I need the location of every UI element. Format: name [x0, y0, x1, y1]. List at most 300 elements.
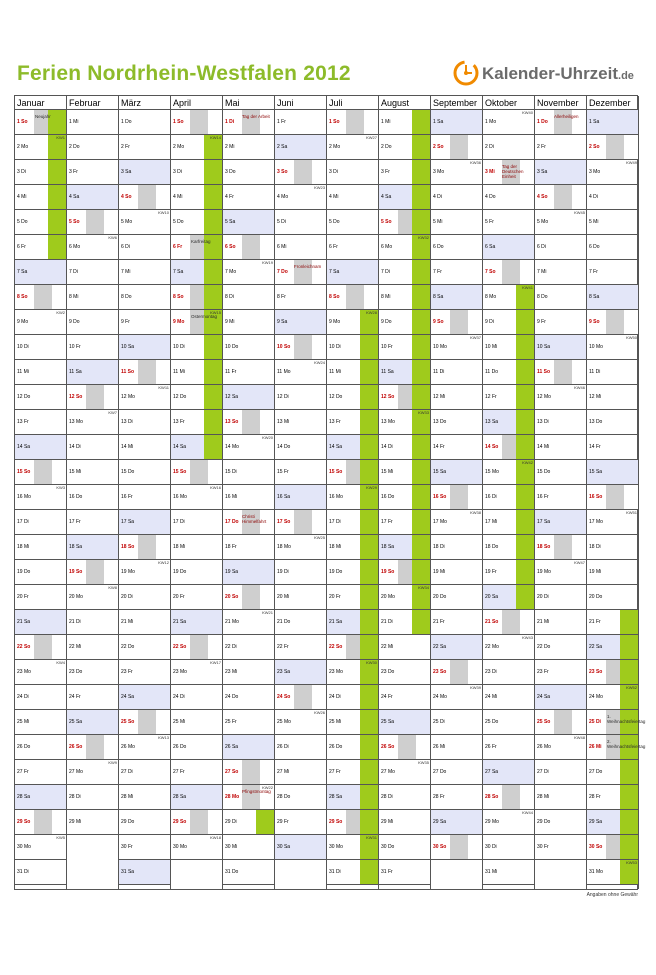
day-cell[interactable] — [587, 810, 638, 835]
day-cell[interactable] — [483, 685, 534, 710]
day-cell[interactable] — [327, 135, 378, 160]
day-cell[interactable] — [587, 610, 638, 635]
day-cell[interactable] — [15, 735, 66, 760]
day-cell[interactable] — [119, 610, 170, 635]
day-cell[interactable] — [223, 335, 274, 360]
day-cell[interactable] — [275, 210, 326, 235]
day-cell[interactable] — [171, 160, 222, 185]
day-cell[interactable] — [275, 235, 326, 260]
day-cell[interactable] — [379, 385, 430, 410]
site-logo[interactable] — [452, 56, 642, 90]
day-cell[interactable] — [67, 135, 118, 160]
day-cell[interactable] — [431, 585, 482, 610]
day-cell[interactable] — [431, 285, 482, 310]
day-cell[interactable] — [67, 535, 118, 560]
day-cell[interactable] — [171, 710, 222, 735]
day-cell[interactable] — [483, 160, 534, 185]
day-cell[interactable] — [67, 685, 118, 710]
day-cell[interactable] — [587, 485, 638, 510]
day-cell[interactable] — [275, 410, 326, 435]
day-cell[interactable] — [171, 335, 222, 360]
day-cell[interactable] — [119, 560, 170, 585]
day-cell[interactable] — [223, 685, 274, 710]
day-cell[interactable] — [379, 735, 430, 760]
day-cell[interactable] — [379, 460, 430, 485]
day-cell[interactable] — [431, 835, 482, 860]
day-cell[interactable] — [67, 385, 118, 410]
day-cell[interactable] — [119, 285, 170, 310]
day-cell[interactable] — [535, 835, 586, 860]
day-cell[interactable] — [67, 285, 118, 310]
day-cell[interactable] — [327, 235, 378, 260]
day-cell[interactable] — [483, 835, 534, 860]
day-cell[interactable] — [327, 735, 378, 760]
day-cell[interactable] — [431, 235, 482, 260]
day-cell[interactable] — [223, 110, 274, 135]
day-cell[interactable] — [275, 835, 326, 860]
day-cell[interactable] — [535, 660, 586, 685]
day-cell[interactable] — [171, 835, 222, 860]
day-cell[interactable] — [587, 310, 638, 335]
day-cell[interactable] — [587, 160, 638, 185]
day-cell[interactable] — [119, 185, 170, 210]
day-cell[interactable] — [223, 310, 274, 335]
day-cell[interactable] — [535, 510, 586, 535]
day-cell[interactable] — [327, 710, 378, 735]
day-cell[interactable] — [483, 860, 534, 885]
day-cell[interactable] — [327, 810, 378, 835]
day-cell[interactable] — [171, 260, 222, 285]
day-cell[interactable] — [379, 410, 430, 435]
day-cell[interactable] — [171, 610, 222, 635]
day-cell[interactable] — [171, 385, 222, 410]
day-cell[interactable] — [483, 585, 534, 610]
day-cell[interactable] — [535, 260, 586, 285]
day-cell[interactable] — [483, 360, 534, 385]
day-cell[interactable] — [327, 360, 378, 385]
day-cell[interactable] — [223, 785, 274, 810]
day-cell[interactable] — [379, 335, 430, 360]
day-cell[interactable] — [587, 860, 638, 885]
day-cell[interactable] — [223, 210, 274, 235]
day-cell[interactable] — [483, 710, 534, 735]
day-cell[interactable] — [379, 660, 430, 685]
day-cell[interactable] — [67, 185, 118, 210]
day-cell[interactable] — [483, 385, 534, 410]
day-cell[interactable] — [171, 685, 222, 710]
day-cell[interactable] — [535, 710, 586, 735]
day-cell[interactable] — [587, 210, 638, 235]
day-cell[interactable] — [379, 185, 430, 210]
day-cell[interactable] — [275, 335, 326, 360]
day-cell[interactable] — [275, 135, 326, 160]
day-cell[interactable] — [223, 185, 274, 210]
day-cell[interactable] — [15, 160, 66, 185]
day-cell[interactable] — [431, 160, 482, 185]
day-cell[interactable] — [15, 435, 66, 460]
day-cell[interactable] — [431, 760, 482, 785]
day-cell[interactable] — [535, 735, 586, 760]
day-cell[interactable] — [535, 360, 586, 385]
day-cell[interactable] — [483, 460, 534, 485]
day-cell[interactable] — [535, 385, 586, 410]
day-cell[interactable] — [275, 785, 326, 810]
day-cell[interactable] — [275, 385, 326, 410]
day-cell[interactable] — [379, 210, 430, 235]
day-cell[interactable] — [431, 385, 482, 410]
day-cell[interactable] — [171, 435, 222, 460]
day-cell[interactable] — [379, 860, 430, 885]
day-cell[interactable] — [119, 210, 170, 235]
day-cell[interactable] — [587, 635, 638, 660]
day-cell[interactable] — [171, 235, 222, 260]
day-cell[interactable] — [535, 610, 586, 635]
day-cell[interactable] — [587, 710, 646, 735]
day-cell[interactable] — [15, 760, 66, 785]
day-cell[interactable] — [587, 435, 638, 460]
day-cell[interactable] — [587, 335, 638, 360]
day-cell[interactable] — [483, 510, 534, 535]
day-cell[interactable] — [327, 760, 378, 785]
day-cell[interactable] — [67, 585, 118, 610]
day-cell[interactable] — [275, 110, 326, 135]
day-cell[interactable] — [15, 310, 66, 335]
day-cell[interactable] — [171, 360, 222, 385]
day-cell[interactable] — [275, 735, 326, 760]
day-cell[interactable] — [587, 510, 638, 535]
day-cell[interactable] — [431, 735, 482, 760]
day-cell[interactable] — [171, 810, 222, 835]
day-cell[interactable] — [327, 435, 378, 460]
day-cell[interactable] — [223, 435, 274, 460]
day-cell[interactable] — [15, 610, 66, 635]
day-cell[interactable] — [587, 760, 638, 785]
day-cell[interactable] — [379, 235, 430, 260]
day-cell[interactable] — [171, 285, 222, 310]
day-cell[interactable] — [535, 110, 586, 135]
day-cell[interactable] — [587, 185, 638, 210]
day-cell[interactable] — [535, 310, 586, 335]
day-cell[interactable] — [67, 160, 118, 185]
day-cell[interactable] — [15, 385, 66, 410]
day-cell[interactable] — [535, 285, 586, 310]
day-cell[interactable] — [431, 660, 482, 685]
day-cell[interactable] — [119, 135, 170, 160]
day-cell[interactable] — [223, 810, 274, 835]
day-cell[interactable] — [275, 760, 326, 785]
day-cell[interactable] — [223, 760, 274, 785]
day-cell[interactable] — [483, 485, 534, 510]
day-cell[interactable] — [431, 785, 482, 810]
day-cell[interactable] — [483, 635, 534, 660]
day-cell[interactable] — [119, 160, 170, 185]
day-cell[interactable] — [431, 460, 482, 485]
day-cell[interactable] — [171, 535, 222, 560]
day-cell[interactable] — [15, 635, 66, 660]
day-cell[interactable] — [483, 310, 534, 335]
day-cell[interactable] — [171, 135, 222, 160]
day-cell[interactable] — [327, 635, 378, 660]
day-cell[interactable] — [275, 435, 326, 460]
day-cell[interactable] — [15, 135, 66, 160]
day-cell[interactable] — [483, 260, 534, 285]
day-cell[interactable] — [587, 735, 646, 760]
day-cell[interactable] — [379, 535, 430, 560]
day-cell[interactable] — [119, 710, 170, 735]
day-cell[interactable] — [379, 585, 430, 610]
day-cell[interactable] — [67, 310, 118, 335]
day-cell[interactable] — [15, 810, 66, 835]
day-cell[interactable] — [67, 810, 118, 835]
day-cell[interactable] — [119, 385, 170, 410]
day-cell[interactable] — [327, 560, 378, 585]
day-cell[interactable] — [119, 635, 170, 660]
day-cell[interactable] — [223, 535, 274, 560]
day-cell[interactable] — [327, 785, 378, 810]
day-cell[interactable] — [67, 635, 118, 660]
day-cell[interactable] — [223, 260, 274, 285]
day-cell[interactable] — [119, 510, 170, 535]
day-cell[interactable] — [483, 660, 534, 685]
day-cell[interactable] — [431, 685, 482, 710]
day-cell[interactable] — [379, 510, 430, 535]
day-cell[interactable] — [431, 510, 482, 535]
day-cell[interactable] — [327, 610, 378, 635]
day-cell[interactable] — [379, 835, 430, 860]
day-cell[interactable] — [223, 360, 274, 385]
day-cell[interactable] — [67, 460, 118, 485]
day-cell[interactable] — [223, 235, 274, 260]
day-cell[interactable] — [275, 260, 326, 285]
day-cell[interactable] — [431, 560, 482, 585]
day-cell[interactable] — [119, 860, 170, 885]
day-cell[interactable] — [223, 735, 274, 760]
day-cell[interactable] — [223, 410, 274, 435]
day-cell[interactable] — [587, 835, 638, 860]
day-cell[interactable] — [535, 410, 586, 435]
day-cell[interactable] — [535, 210, 586, 235]
day-cell[interactable] — [119, 585, 170, 610]
day-cell[interactable] — [15, 535, 66, 560]
day-cell[interactable] — [171, 410, 222, 435]
day-cell[interactable] — [483, 535, 534, 560]
day-cell[interactable] — [171, 310, 222, 335]
day-cell[interactable] — [223, 385, 274, 410]
day-cell[interactable] — [67, 485, 118, 510]
day-cell[interactable] — [327, 160, 378, 185]
day-cell[interactable] — [15, 410, 66, 435]
day-cell[interactable] — [379, 485, 430, 510]
day-cell[interactable] — [483, 560, 534, 585]
day-cell[interactable] — [379, 160, 430, 185]
day-cell[interactable] — [587, 385, 638, 410]
day-cell[interactable] — [67, 435, 118, 460]
day-cell[interactable] — [67, 410, 118, 435]
day-cell[interactable] — [119, 485, 170, 510]
day-cell[interactable] — [223, 160, 274, 185]
day-cell[interactable] — [15, 860, 66, 885]
day-cell[interactable] — [535, 235, 586, 260]
day-cell[interactable] — [587, 460, 638, 485]
day-cell[interactable] — [587, 660, 638, 685]
day-cell[interactable] — [15, 510, 66, 535]
day-cell[interactable] — [327, 585, 378, 610]
day-cell[interactable] — [223, 585, 274, 610]
day-cell[interactable] — [15, 585, 66, 610]
day-cell[interactable] — [327, 860, 378, 885]
day-cell[interactable] — [327, 460, 378, 485]
day-cell[interactable] — [275, 635, 326, 660]
day-cell[interactable] — [67, 560, 118, 585]
day-cell[interactable] — [587, 560, 638, 585]
day-cell[interactable] — [535, 335, 586, 360]
day-cell[interactable] — [431, 810, 482, 835]
day-cell[interactable] — [223, 835, 274, 860]
day-cell[interactable] — [327, 110, 378, 135]
day-cell[interactable] — [431, 360, 482, 385]
day-cell[interactable] — [15, 335, 66, 360]
day-cell[interactable] — [119, 435, 170, 460]
day-cell[interactable] — [431, 610, 482, 635]
day-cell[interactable] — [483, 810, 534, 835]
day-cell[interactable] — [171, 635, 222, 660]
day-cell[interactable] — [275, 810, 326, 835]
day-cell[interactable] — [379, 360, 430, 385]
day-cell[interactable] — [483, 285, 534, 310]
day-cell[interactable] — [535, 435, 586, 460]
day-cell[interactable] — [15, 660, 66, 685]
day-cell[interactable] — [379, 760, 430, 785]
day-cell[interactable] — [587, 685, 638, 710]
day-cell[interactable] — [379, 560, 430, 585]
day-cell[interactable] — [587, 585, 638, 610]
day-cell[interactable] — [15, 560, 66, 585]
day-cell[interactable] — [431, 435, 482, 460]
day-cell[interactable] — [535, 485, 586, 510]
day-cell[interactable] — [15, 460, 66, 485]
day-cell[interactable] — [171, 510, 222, 535]
day-cell[interactable] — [535, 810, 586, 835]
day-cell[interactable] — [171, 485, 222, 510]
day-cell[interactable] — [171, 785, 222, 810]
day-cell[interactable] — [379, 810, 430, 835]
day-cell[interactable] — [327, 185, 378, 210]
day-cell[interactable] — [535, 185, 586, 210]
day-cell[interactable] — [379, 285, 430, 310]
day-cell[interactable] — [171, 560, 222, 585]
day-cell[interactable] — [327, 835, 378, 860]
day-cell[interactable] — [67, 210, 118, 235]
day-cell[interactable] — [587, 285, 638, 310]
day-cell[interactable] — [223, 660, 274, 685]
day-cell[interactable] — [431, 635, 482, 660]
day-cell[interactable] — [119, 310, 170, 335]
day-cell[interactable] — [15, 485, 66, 510]
day-cell[interactable] — [223, 560, 274, 585]
day-cell[interactable] — [535, 685, 586, 710]
day-cell[interactable] — [379, 710, 430, 735]
day-cell[interactable] — [327, 335, 378, 360]
day-cell[interactable] — [223, 460, 274, 485]
day-cell[interactable] — [67, 260, 118, 285]
day-cell[interactable] — [275, 560, 326, 585]
day-cell[interactable] — [223, 285, 274, 310]
day-cell[interactable] — [535, 160, 586, 185]
day-cell[interactable] — [535, 460, 586, 485]
day-cell[interactable] — [15, 110, 66, 135]
day-cell[interactable] — [327, 485, 378, 510]
day-cell[interactable] — [431, 535, 482, 560]
day-cell[interactable] — [275, 185, 326, 210]
day-cell[interactable] — [431, 260, 482, 285]
day-cell[interactable] — [431, 710, 482, 735]
day-cell[interactable] — [379, 610, 430, 635]
day-cell[interactable] — [223, 635, 274, 660]
day-cell[interactable] — [327, 510, 378, 535]
day-cell[interactable] — [67, 610, 118, 635]
day-cell[interactable] — [587, 535, 638, 560]
day-cell[interactable] — [15, 260, 66, 285]
day-cell[interactable] — [119, 535, 170, 560]
day-cell[interactable] — [587, 235, 638, 260]
day-cell[interactable] — [67, 360, 118, 385]
day-cell[interactable] — [119, 785, 170, 810]
day-cell[interactable] — [67, 510, 118, 535]
day-cell[interactable] — [171, 460, 222, 485]
day-cell[interactable] — [535, 585, 586, 610]
day-cell[interactable] — [119, 260, 170, 285]
day-cell[interactable] — [15, 710, 66, 735]
day-cell[interactable] — [67, 335, 118, 360]
day-cell[interactable] — [535, 135, 586, 160]
day-cell[interactable] — [223, 135, 274, 160]
day-cell[interactable] — [171, 210, 222, 235]
day-cell[interactable] — [223, 860, 274, 885]
day-cell[interactable] — [119, 235, 170, 260]
day-cell[interactable] — [483, 435, 534, 460]
day-cell[interactable] — [119, 835, 170, 860]
day-cell[interactable] — [431, 485, 482, 510]
day-cell[interactable] — [275, 685, 326, 710]
day-cell[interactable] — [119, 660, 170, 685]
day-cell[interactable] — [171, 110, 222, 135]
day-cell[interactable] — [587, 410, 638, 435]
day-cell[interactable] — [431, 310, 482, 335]
day-cell[interactable] — [483, 185, 534, 210]
day-cell[interactable] — [119, 410, 170, 435]
day-cell[interactable] — [275, 660, 326, 685]
day-cell[interactable] — [171, 735, 222, 760]
day-cell[interactable] — [15, 235, 66, 260]
day-cell[interactable] — [587, 135, 638, 160]
day-cell[interactable] — [379, 135, 430, 160]
day-cell[interactable] — [171, 760, 222, 785]
day-cell[interactable] — [275, 510, 326, 535]
day-cell[interactable] — [67, 110, 118, 135]
day-cell[interactable] — [431, 210, 482, 235]
day-cell[interactable] — [431, 335, 482, 360]
day-cell[interactable] — [379, 635, 430, 660]
day-cell[interactable] — [483, 110, 534, 135]
day-cell[interactable] — [379, 310, 430, 335]
day-cell[interactable] — [483, 210, 534, 235]
day-cell[interactable] — [483, 735, 534, 760]
day-cell[interactable] — [327, 285, 378, 310]
day-cell[interactable] — [223, 710, 274, 735]
day-cell[interactable] — [119, 760, 170, 785]
day-cell[interactable] — [15, 785, 66, 810]
day-cell[interactable] — [223, 610, 274, 635]
